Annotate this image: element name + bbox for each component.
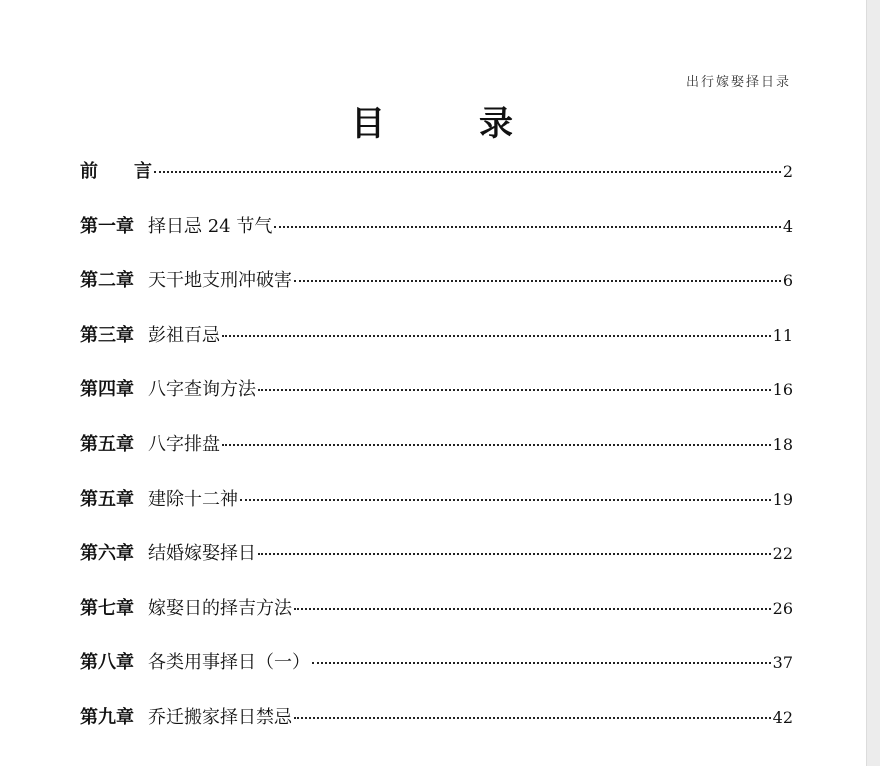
toc-chapter-label: 第八章 <box>80 652 134 674</box>
toc-entry-chapter-8[interactable] <box>80 648 793 703</box>
toc-entry-title: 八字查询方法 <box>148 379 256 401</box>
toc-chapter-label: 第七章 <box>80 597 134 619</box>
toc-entry-chapter-5b[interactable] <box>80 485 793 540</box>
toc-leader-dots <box>294 280 781 282</box>
page-title <box>0 96 866 145</box>
toc-page-number: 6 <box>782 271 793 291</box>
toc-entry-title: 彭祖百忌 <box>148 324 220 346</box>
toc-page-number: 2 <box>782 162 793 181</box>
toc-entry-chapter-1[interactable] <box>80 212 793 267</box>
toc-page-number: 4 <box>782 216 793 236</box>
toc-page-number: 19 <box>772 489 793 509</box>
toc-entry-chapter-7[interactable] <box>80 594 793 649</box>
toc-entry-title: 各类用事择日（一） <box>148 652 310 674</box>
toc-entry-title: 择日忌 24 节气 <box>148 215 273 237</box>
toc-page-number: 16 <box>772 380 793 400</box>
toc-leader-dots <box>222 335 771 337</box>
toc-entry-preface[interactable] <box>80 157 793 212</box>
toc-chapter-label: 第五章 <box>80 433 134 455</box>
title-char-2: 录 <box>479 104 515 144</box>
toc-chapter-label: 第二章 <box>80 270 134 292</box>
toc-chapter-label: 第三章 <box>80 324 134 346</box>
running-header: 出行嫁娶择日录 <box>685 75 791 90</box>
toc-chapter-label: 第六章 <box>80 543 134 565</box>
toc-leader-dots <box>258 389 771 391</box>
toc-page-number: 37 <box>772 653 793 673</box>
toc-entry-chapter-3[interactable] <box>80 321 793 376</box>
toc-chapter-label: 第五章 <box>80 488 134 510</box>
toc-entry-title: 建除十二神 <box>148 488 238 510</box>
toc-leader-dots <box>222 444 771 446</box>
toc-entry-title: 嫁娶日的择吉方法 <box>148 597 292 619</box>
toc-leader-dots <box>294 608 771 610</box>
toc-leader-dots <box>240 499 771 501</box>
toc-leader-dots <box>258 553 771 555</box>
toc-entry-chapter-4[interactable] <box>80 375 793 430</box>
toc-entry-title: 结婚嫁娶择日 <box>148 543 256 565</box>
toc-page-number: 11 <box>772 325 793 345</box>
toc-leader-dots <box>312 662 771 664</box>
toc-entry-title: 前 言 <box>80 161 152 182</box>
toc-entry-chapter-9[interactable] <box>80 703 793 758</box>
toc-leader-dots <box>294 717 771 719</box>
toc-entry-chapter-2[interactable] <box>80 266 793 321</box>
toc-entry-title: 天干地支刑冲破害 <box>148 270 292 292</box>
toc-page-number: 42 <box>772 707 793 727</box>
toc-page-number: 18 <box>772 434 793 454</box>
toc-entry-chapter-5a[interactable] <box>80 430 793 485</box>
table-of-contents <box>80 157 793 758</box>
toc-leader-dots <box>274 226 780 228</box>
toc-entry-chapter-6[interactable] <box>80 539 793 594</box>
toc-page-number: 22 <box>772 544 793 564</box>
toc-entry-title: 八字排盘 <box>148 433 220 455</box>
toc-chapter-label: 第四章 <box>80 379 134 401</box>
toc-chapter-label: 第一章 <box>80 215 134 237</box>
toc-leader-dots <box>154 171 781 173</box>
toc-chapter-label: 第九章 <box>80 706 134 728</box>
toc-entry-title: 乔迁搬家择日禁忌 <box>148 706 292 728</box>
title-char-1: 目 <box>351 104 387 144</box>
toc-page-number: 26 <box>772 598 793 618</box>
